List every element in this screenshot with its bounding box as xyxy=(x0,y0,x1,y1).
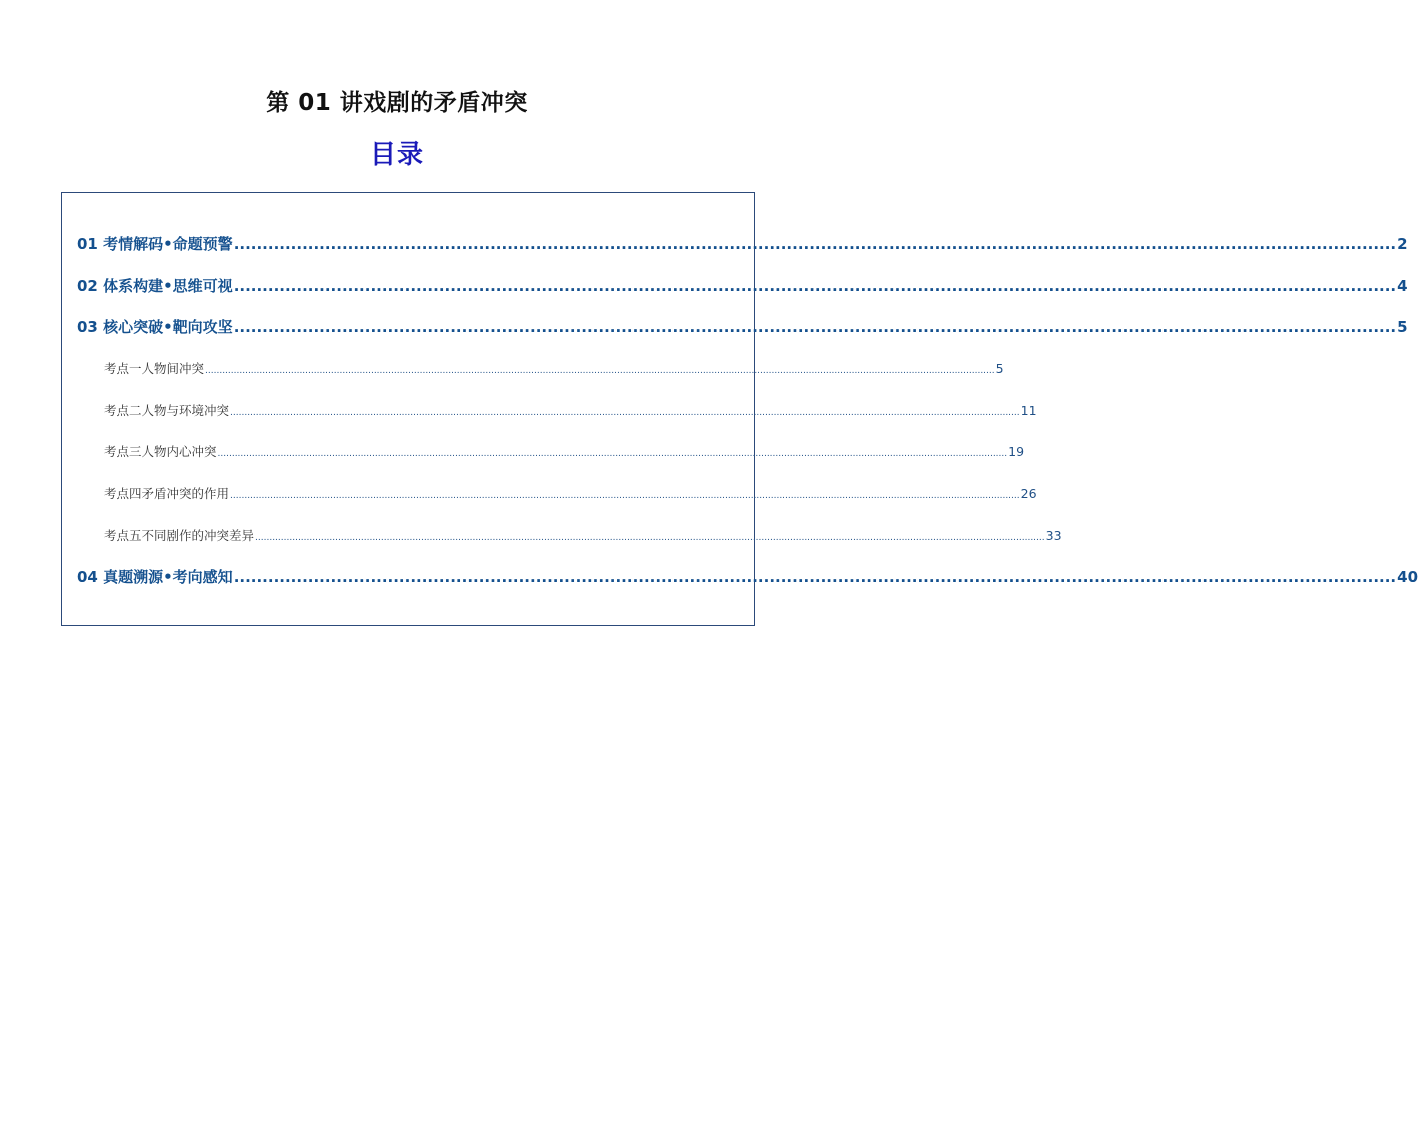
toc-page-number: 5 xyxy=(1397,318,1408,336)
toc-section-label: 03 核心突破•靶向攻坚 xyxy=(77,318,233,336)
toc-section-2[interactable] xyxy=(77,275,1408,296)
table-of-contents xyxy=(61,192,1418,626)
toc-subsection-3[interactable] xyxy=(104,442,1025,460)
toc-page-number: 19 xyxy=(1008,444,1025,459)
toc-subsection-title: 人物与环境冲突 xyxy=(141,403,230,418)
toc-page-number: 4 xyxy=(1397,277,1408,295)
toc-leader-dots: .................................................................................................................................................................................................................................................................................... xyxy=(230,491,1020,501)
toc-leader-dots: ............................................................................................................................................................................................................ xyxy=(233,568,1397,586)
toc-page-number: 33 xyxy=(1045,528,1062,543)
toc-leader-dots: ............................................................................................................................................................................................................ xyxy=(233,277,1397,295)
toc-subsection-label: 考点二 xyxy=(104,403,142,418)
toc-section-3[interactable] xyxy=(77,316,1408,337)
toc-subsection-title: 不同剧作的冲突差异 xyxy=(141,528,255,543)
toc-subsection-1[interactable] xyxy=(104,359,1004,377)
toc-page-number: 5 xyxy=(995,361,1004,376)
toc-page-number: 11 xyxy=(1020,403,1037,418)
toc-subsection-4[interactable] xyxy=(104,484,1037,502)
toc-subsection-title: 人物间冲突 xyxy=(141,361,205,376)
toc-section-1[interactable] xyxy=(77,233,1408,254)
toc-section-label: 04 真题溯源•考向感知 xyxy=(77,568,233,586)
toc-page-number: 2 xyxy=(1397,235,1408,253)
toc-leader-dots: ............................................................................................................................................................................................................ xyxy=(233,318,1397,336)
toc-leader-dots: .................................................................................................................................................................................................................................................................................... xyxy=(230,408,1020,418)
toc-heading: 目录 xyxy=(369,140,424,170)
toc-section-label: 01 考情解码•命题预警 xyxy=(77,235,233,253)
toc-leader-dots: ............................................................................................................................................................................................................ xyxy=(233,235,1397,253)
toc-subsection-label: 考点一 xyxy=(104,361,142,376)
toc-subsection-label: 考点五 xyxy=(104,528,142,543)
toc-subsection-2[interactable] xyxy=(104,401,1037,419)
toc-leader-dots: .................................................................................................................................................................................................................................................................................... xyxy=(255,533,1045,543)
toc-subsection-title: 矛盾冲突的作用 xyxy=(141,486,230,501)
toc-subsection-label: 考点四 xyxy=(104,486,142,501)
toc-leader-dots: .................................................................................................................................................................................................................................................................................... xyxy=(217,449,1008,459)
toc-page-number: 40 xyxy=(1397,568,1418,586)
toc-page-number: 26 xyxy=(1020,486,1037,501)
toc-subsection-label: 考点三 xyxy=(104,444,142,459)
document-title: 第 01 讲戏剧的矛盾冲突 xyxy=(266,90,528,116)
toc-subsection-title: 人物内心冲突 xyxy=(141,444,217,459)
toc-subsection-5[interactable] xyxy=(104,526,1062,544)
toc-section-label: 02 体系构建•思维可视 xyxy=(77,277,233,295)
toc-leader-dots: .................................................................................................................................................................................................................................................................................... xyxy=(205,366,995,376)
toc-section-4[interactable] xyxy=(77,566,1418,587)
